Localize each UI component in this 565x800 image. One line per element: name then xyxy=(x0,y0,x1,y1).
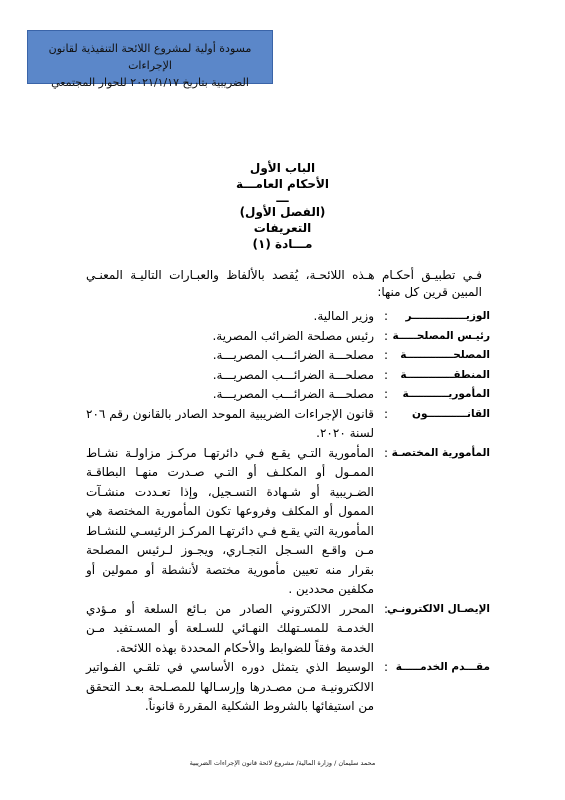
definition-term: رئيـس المصلحـــــة xyxy=(392,329,490,342)
chapter-heading: (الفصل الأول) xyxy=(239,205,326,219)
definition-colon: : xyxy=(383,660,389,674)
definition-text: وزير المالية. xyxy=(313,309,374,323)
stamp-line-2: الضريبية بتاريخ ٢٠٢١/١/١٧ للحوار المجتمعي xyxy=(51,76,249,89)
definitions-list xyxy=(86,307,490,717)
definition-row xyxy=(86,600,490,659)
definition-term: مقـــدم الخدمـــــة xyxy=(395,661,490,673)
definition-row xyxy=(86,327,490,347)
stamp-line-1: مسودة أولية لمشروع اللائحة التنفيذية لقانون الإجراءات xyxy=(48,42,252,72)
intro-paragraph: فـي تطبيـق أحكـام هـذه اللائحـة، يُقصد بالألفاظ والعبـارات التاليـة المعنـي المبين قرين كل منها: xyxy=(86,268,482,299)
definition-term: المأموريـــــــــــة xyxy=(402,388,490,400)
definition-colon: : xyxy=(383,601,389,616)
definition-row xyxy=(86,366,490,386)
article-heading: مـــادة (١) xyxy=(252,237,313,251)
heading-dash: ـــ xyxy=(276,191,289,205)
definition-term: الإيصـال الالكترونـي xyxy=(387,602,490,615)
definition-row xyxy=(86,444,490,600)
definition-term: المأمورية المختصـة xyxy=(391,446,490,459)
definition-colon: : xyxy=(383,309,389,323)
definition-text: المأمورية التـي يقـع فـي دائرتهـا مركـز مزاولـة نشـاط الممـول أو المكلـف أو التـي صـدرت منهـا البطاقـة الضـريبية أو شـهادة التسـجيل، وإذا تعـددت منشـآت الممول أو المكلف وفروعها تكون المأمورية المختصة هي المأمورية التي يقـع فـي دائرتهـا المركـز الرئيسـي للنشـاط مـن واقـع السـجل التجـاري، ويجـوز لـرئيس المصلحة بقرار منه تعيين مأمورية مختصة لأنشطة أو ممولين أو مكلفين محددين . xyxy=(86,445,374,596)
definition-colon: : xyxy=(383,328,389,343)
definition-text: المحرر الالكتروني الصادر من بـائع السلعة أو مـؤدي الخدمـة للمسـتهلك النهـائي للسـلعة أو المسـتفيد مـن الخدمة وفقاً للضوابط والأحكام المحددة بهذه اللائحة. xyxy=(86,601,374,655)
definition-row xyxy=(86,405,490,444)
draft-stamp xyxy=(27,30,273,89)
definition-text: مصلحـــة الضرائـــب المصريـــة. xyxy=(212,387,374,401)
definition-row xyxy=(86,307,490,327)
definition-text: الوسيط الذي يتمثل دوره الأساسي في تلقـي الفـواتير الالكترونيـة مـن مصـدرها وإرسـالها للمصـلحة بعـد التحقق من استيفائها بالشروط الشكلية المقررة قانوناً. xyxy=(86,660,374,713)
definition-colon: : xyxy=(383,387,389,401)
headings-block xyxy=(0,160,565,252)
definition-row xyxy=(86,658,490,717)
definition-row xyxy=(86,385,490,405)
definition-term: القانـــــــــــون xyxy=(411,407,490,420)
definition-colon: : xyxy=(383,406,389,421)
definition-text: مصلحـــة الضرائـــب المصريـــة. xyxy=(212,367,374,382)
definition-row xyxy=(86,346,490,366)
part-heading: الباب الأول xyxy=(249,161,316,175)
chapter-title: التعريفات xyxy=(253,221,312,235)
definition-term: الوزيـــــــــــــــر xyxy=(405,310,490,322)
definition-colon: : xyxy=(383,445,389,460)
definition-term: المنطقـــــــــــــة xyxy=(400,368,490,381)
definition-text: قانون الإجراءات الضريبية الموحد الصادر بالقانون رقم ٢٠٦ لسنة ٢٠٢٠. xyxy=(86,406,374,440)
definition-text: رئيس مصلحة الضرائب المصرية. xyxy=(212,328,374,343)
part-title: الأحكام العامـــة xyxy=(235,177,330,191)
definition-colon: : xyxy=(383,348,389,362)
definition-text: مصلحـــة الضرائـــب المصريـــة. xyxy=(212,348,374,362)
page-footer: محمد سليمان / وزارة المالية/ مشروع لائحة قانون الإجراءات الضريبية xyxy=(189,759,376,767)
definition-colon: : xyxy=(383,367,389,382)
definition-term: المصلحـــــــــــــة xyxy=(400,349,490,361)
